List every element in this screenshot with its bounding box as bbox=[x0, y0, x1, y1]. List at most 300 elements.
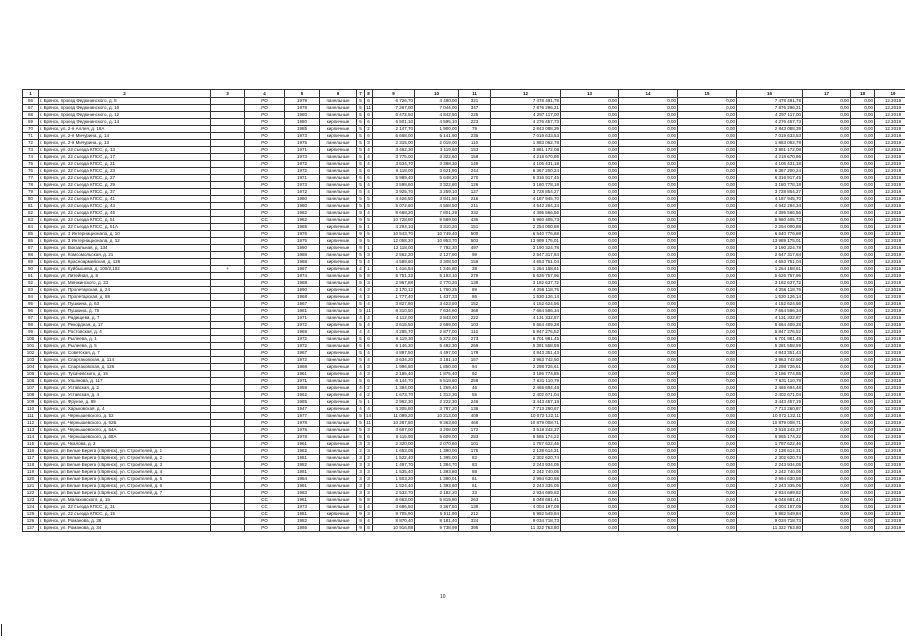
table-cell: 0,00 bbox=[803, 371, 851, 378]
table-row bbox=[23, 448, 905, 455]
table-cell: РО bbox=[245, 161, 285, 168]
table-cell: 67 bbox=[23, 105, 39, 112]
table-cell: 9 589,00 bbox=[415, 217, 459, 224]
table-cell: 12.2019 bbox=[875, 147, 905, 154]
table-cell: 1947 bbox=[285, 406, 320, 413]
table-cell: 3 190 324,78 bbox=[491, 245, 561, 252]
table-cell: 1972 bbox=[285, 168, 320, 175]
table-cell: 1988 bbox=[285, 252, 320, 259]
table-cell: 5 bbox=[365, 525, 373, 532]
table-row bbox=[23, 343, 905, 350]
table-cell: 0,00 bbox=[803, 420, 851, 427]
table-cell: 0,00 bbox=[561, 476, 619, 483]
table-cell: 0,00 bbox=[803, 189, 851, 196]
table-cell: кирпичные bbox=[320, 385, 357, 392]
table-cell: г. Брянск, ул. 22 съезда КПСС, д. 15 bbox=[39, 511, 211, 518]
table-cell: 0,00 bbox=[561, 511, 619, 518]
table-cell: 0,00 bbox=[803, 273, 851, 280]
table-cell: 2 298 726,61 bbox=[737, 364, 803, 371]
table-cell: 0,00 bbox=[619, 322, 678, 329]
table-cell: 8 181,40 bbox=[415, 518, 459, 525]
table-cell: 82 bbox=[23, 210, 39, 217]
table-cell bbox=[211, 154, 245, 161]
table-cell: 0,00 bbox=[851, 196, 875, 203]
table-cell bbox=[211, 168, 245, 175]
table-cell: г. Брянск, ул. Уставская, д. 4 bbox=[39, 392, 211, 399]
table-cell: г. Брянск, ул. Пушкина, д. 75 bbox=[39, 308, 211, 315]
table-cell: 2 877,00 bbox=[415, 329, 459, 336]
table-cell: 3 bbox=[365, 455, 373, 462]
table-cell: г. Брянск, ул. Чернышевского, д. 52Б bbox=[39, 420, 211, 427]
table-cell: 3 607,00 bbox=[373, 427, 415, 434]
table-cell: 1 850,00 bbox=[415, 364, 459, 371]
table-cell: 1 875,40 bbox=[415, 371, 459, 378]
table-cell: 0,00 bbox=[803, 427, 851, 434]
column-header: 14 bbox=[619, 90, 678, 98]
table-cell: 7 876 296,21 bbox=[737, 105, 803, 112]
table-cell: 0,00 bbox=[678, 266, 737, 273]
table-cell: 3 186 774,85 bbox=[737, 371, 803, 378]
table-cell: 113 bbox=[23, 427, 39, 434]
table-cell: 92 bbox=[459, 371, 491, 378]
table-cell bbox=[211, 427, 245, 434]
table-cell: 0,00 bbox=[803, 182, 851, 189]
table-cell: 4 276 457,73 bbox=[491, 119, 561, 126]
table-cell: 1972 bbox=[285, 161, 320, 168]
table-cell: 3 bbox=[357, 469, 365, 476]
table-cell: г. Брянск, ул. Красноармейская, д. 126 bbox=[39, 259, 211, 266]
table-row bbox=[23, 511, 905, 518]
table-cell: 3 728 854,27 bbox=[491, 189, 561, 196]
table-cell: 3 259,10 bbox=[415, 189, 459, 196]
table-cell bbox=[211, 119, 245, 126]
table-cell: 0,00 bbox=[851, 525, 875, 532]
table-cell bbox=[211, 105, 245, 112]
table-cell: 3 388,30 bbox=[415, 161, 459, 168]
table-cell: 4 bbox=[357, 406, 365, 413]
table-cell: 2 bbox=[365, 126, 373, 133]
table-cell: 5 bbox=[357, 182, 365, 189]
table-cell: 258 bbox=[459, 378, 491, 385]
table-cell: 72 bbox=[23, 140, 39, 147]
table-cell: панельные bbox=[320, 455, 357, 462]
table-cell: 1972 bbox=[285, 357, 320, 364]
table-cell: 151 bbox=[459, 224, 491, 231]
table-cell: 321 bbox=[459, 98, 491, 105]
table-cell: 114 bbox=[23, 434, 39, 441]
table-cell: 0,00 bbox=[678, 175, 737, 182]
table-cell: 2 243 934,05 bbox=[491, 462, 561, 469]
table-cell: РО bbox=[245, 392, 285, 399]
table-cell bbox=[211, 280, 245, 287]
table-cell: 1 883 062,78 bbox=[737, 140, 803, 147]
table-cell bbox=[211, 476, 245, 483]
table-cell: 5 bbox=[365, 203, 373, 210]
table-cell: 2 302 620,74 bbox=[737, 455, 803, 462]
table-cell: 99 bbox=[23, 329, 39, 336]
table-cell: г. Брянск, ул. 2-я Аллея, д. 18А bbox=[39, 126, 211, 133]
table-cell: 0,00 bbox=[851, 448, 875, 455]
table-cell: 0,00 bbox=[851, 119, 875, 126]
table-cell bbox=[211, 133, 245, 140]
table-row bbox=[23, 154, 905, 161]
table-cell: 3 186 774,85 bbox=[491, 371, 561, 378]
table-cell: 125 bbox=[23, 511, 39, 518]
table-cell: 0,00 bbox=[851, 203, 875, 210]
table-cell: 1979 bbox=[285, 98, 320, 105]
table-cell: 0,00 bbox=[561, 126, 619, 133]
table-cell: 0,00 bbox=[561, 385, 619, 392]
table-cell: 0,00 bbox=[851, 322, 875, 329]
table-cell: 9 bbox=[357, 525, 365, 532]
table-cell: 12.2019 bbox=[875, 385, 905, 392]
table-cell: 0,00 bbox=[803, 462, 851, 469]
table-cell: 5 bbox=[357, 350, 365, 357]
table-cell: 466 bbox=[459, 420, 491, 427]
table-cell: 101 bbox=[23, 343, 39, 350]
table-cell: 0,00 bbox=[678, 133, 737, 140]
table-cell: 0,00 bbox=[851, 497, 875, 504]
table-cell: г. Брянск, ул. Рылеева, д. 5 bbox=[39, 343, 211, 350]
table-cell: 111 bbox=[23, 413, 39, 420]
table-cell: 0,00 bbox=[561, 189, 619, 196]
table-cell: 70 bbox=[23, 126, 39, 133]
table-cell: 123 bbox=[23, 497, 39, 504]
table-cell: 5 bbox=[357, 133, 365, 140]
table-cell: 3 bbox=[357, 455, 365, 462]
table-cell: 0,00 bbox=[678, 203, 737, 210]
table-cell: 0,00 bbox=[678, 105, 737, 112]
table-cell: 4 bbox=[365, 259, 373, 266]
table-cell: РО bbox=[245, 518, 285, 525]
table-cell: 6 bbox=[365, 168, 373, 175]
table-cell: 0,00 bbox=[561, 308, 619, 315]
table-cell: кирпичные bbox=[320, 399, 357, 406]
table-cell: 96 bbox=[23, 308, 39, 315]
table-cell: г. Брянск, ул. Пролетарская, д. 58 bbox=[39, 294, 211, 301]
table-row bbox=[23, 385, 905, 392]
table-cell: 9 bbox=[357, 518, 365, 525]
table-cell: 0,00 bbox=[851, 511, 875, 518]
table-cell bbox=[211, 189, 245, 196]
table-cell: 4 395 566,56 bbox=[737, 210, 803, 217]
table-cell: 0,00 bbox=[561, 504, 619, 511]
table-cell: 0,00 bbox=[678, 252, 737, 259]
table-cell: г. Брянск, ул. 22 съезда КПСС, д. 37 bbox=[39, 189, 211, 196]
table-cell: 1 883 062,78 bbox=[491, 140, 561, 147]
table-row bbox=[23, 161, 905, 168]
table-cell: панельные bbox=[320, 308, 357, 315]
table-cell: 4 558,50 bbox=[415, 203, 459, 210]
table-cell: 0,00 bbox=[619, 350, 678, 357]
table-cell: панельные bbox=[320, 343, 357, 350]
table-cell: РО bbox=[245, 231, 285, 238]
table-cell: 3 bbox=[357, 490, 365, 497]
table-cell: 127 bbox=[23, 525, 39, 532]
table-cell: РО bbox=[245, 154, 285, 161]
table-cell: 0,00 bbox=[619, 525, 678, 532]
table-cell bbox=[211, 231, 245, 238]
table-cell: 5 bbox=[357, 105, 365, 112]
table-cell bbox=[211, 308, 245, 315]
table-cell: 4 131 332,87 bbox=[491, 315, 561, 322]
table-cell: РО bbox=[245, 322, 285, 329]
table-cell: 4 843 351,43 bbox=[737, 350, 803, 357]
table-cell: 0,00 bbox=[678, 154, 737, 161]
table-cell: 0,00 bbox=[851, 301, 875, 308]
table-cell: 4 bbox=[357, 392, 365, 399]
table-cell: г. Брянск, ул. 22 съезда КПСС, д. 13 bbox=[39, 147, 211, 154]
table-cell: 3 bbox=[365, 427, 373, 434]
table-cell: 12.2019 bbox=[875, 350, 905, 357]
table-cell: 83 bbox=[23, 217, 39, 224]
table-row bbox=[23, 504, 905, 511]
table-cell: кирпичные bbox=[320, 126, 357, 133]
table-cell: 4 bbox=[365, 154, 373, 161]
table-cell: 0,00 bbox=[803, 245, 851, 252]
table-cell: г. Брянск, рп Белые Берега (г.Брянск), ул. Строителей, д. 3 bbox=[39, 462, 211, 469]
table-cell: кирпичные bbox=[320, 350, 357, 357]
table-cell: 1971 bbox=[285, 147, 320, 154]
table-cell: 4 bbox=[365, 406, 373, 413]
table-cell: РО bbox=[245, 294, 285, 301]
table-cell: 2 254 000,88 bbox=[491, 224, 561, 231]
table-cell: 0,00 bbox=[851, 427, 875, 434]
table-cell: 5 272,00 bbox=[415, 336, 459, 343]
table-cell: 0,00 bbox=[619, 98, 678, 105]
table-cell: г. Брянск, ул. 22 съезда КПСС, д. 27 bbox=[39, 175, 211, 182]
table-cell: 9 bbox=[357, 231, 365, 238]
column-header: 11 bbox=[459, 90, 491, 98]
table-cell: г. Брянск, ул. Чкалова, д. 2 bbox=[39, 441, 211, 448]
table-row bbox=[23, 140, 905, 147]
table-row bbox=[23, 133, 905, 140]
table-cell bbox=[211, 336, 245, 343]
table-cell bbox=[211, 483, 245, 490]
table-cell: 9 bbox=[357, 238, 365, 245]
table-cell: 0,00 bbox=[619, 182, 678, 189]
table-cell bbox=[211, 441, 245, 448]
table-cell: 0,00 bbox=[561, 161, 619, 168]
table-cell: панельные bbox=[320, 476, 357, 483]
column-header: 6 bbox=[320, 90, 357, 98]
table-cell: 0,00 bbox=[803, 210, 851, 217]
table-cell: 0,00 bbox=[561, 217, 619, 224]
table-cell: 3 bbox=[365, 469, 373, 476]
table-cell: 0,00 bbox=[678, 434, 737, 441]
table-cell: 0,00 bbox=[619, 154, 678, 161]
table-cell: 5 960 405,73 bbox=[491, 217, 561, 224]
table-cell: 75 bbox=[23, 161, 39, 168]
table-row bbox=[23, 224, 905, 231]
table-row bbox=[23, 357, 905, 364]
table-cell: 5 bbox=[357, 308, 365, 315]
table-cell: 0,00 bbox=[678, 518, 737, 525]
table-cell: 5 bbox=[357, 336, 365, 343]
table-cell: 0,00 bbox=[851, 420, 875, 427]
table-cell: 1982 bbox=[285, 210, 320, 217]
table-cell: 0,00 bbox=[803, 287, 851, 294]
table-row bbox=[23, 322, 905, 329]
table-cell: 0,00 bbox=[619, 161, 678, 168]
table-cell: 1 246,80 bbox=[415, 266, 459, 273]
table-cell: 4 bbox=[365, 504, 373, 511]
table-cell: 8 668,20 bbox=[373, 210, 415, 217]
table-cell: 8 bbox=[365, 273, 373, 280]
table-cell: панельные bbox=[320, 140, 357, 147]
table-cell: 0,00 bbox=[561, 259, 619, 266]
table-cell: 3 367,50 bbox=[415, 504, 459, 511]
table-cell: 5 626 757,95 bbox=[737, 273, 803, 280]
table-cell: 90 bbox=[23, 266, 39, 273]
table-cell: 6 144,70 bbox=[373, 378, 415, 385]
table-cell: 3 119,60 bbox=[415, 147, 459, 154]
table-cell: 7 019 633,53 bbox=[737, 133, 803, 140]
table-cell: 0,00 bbox=[851, 294, 875, 301]
table-cell: 0,00 bbox=[561, 231, 619, 238]
table-cell: 103 bbox=[459, 322, 491, 329]
table-cell bbox=[211, 525, 245, 532]
table-cell: РО bbox=[245, 490, 285, 497]
table-cell: 12.2019 bbox=[875, 364, 905, 371]
table-cell: 12.2019 bbox=[875, 448, 905, 455]
table-cell: РО bbox=[245, 182, 285, 189]
table-cell: 244 bbox=[459, 168, 491, 175]
table-cell: РО bbox=[245, 420, 285, 427]
table-cell: г. Брянск, ул. Ульянова, д. 117 bbox=[39, 378, 211, 385]
table-cell: 12.2019 bbox=[875, 210, 905, 217]
table-cell: 1986 bbox=[285, 525, 320, 532]
table-cell: 0,00 bbox=[803, 378, 851, 385]
table-cell: 1 bbox=[365, 266, 373, 273]
table-cell: 3 322,60 bbox=[415, 182, 459, 189]
table-cell: 5 519,60 bbox=[415, 378, 459, 385]
table-cell: 2 019,00 bbox=[415, 140, 459, 147]
table-cell: 138 bbox=[459, 280, 491, 287]
table-cell: 12.2019 bbox=[875, 441, 905, 448]
table-cell: 0,00 bbox=[803, 266, 851, 273]
table-cell: 0,00 bbox=[561, 119, 619, 126]
table-cell: 1982 bbox=[285, 518, 320, 525]
table-cell: панельные bbox=[320, 280, 357, 287]
table-cell: 0,00 bbox=[561, 301, 619, 308]
table-cell: РО bbox=[245, 203, 285, 210]
table-cell: 1973 bbox=[285, 504, 320, 511]
table-cell: 0,00 bbox=[678, 448, 737, 455]
table-cell: 0,00 bbox=[678, 427, 737, 434]
table-cell: 1 395,00 bbox=[415, 455, 459, 462]
table-cell: 0,00 bbox=[803, 455, 851, 462]
table-cell: 0,00 bbox=[803, 329, 851, 336]
table-cell: 5 982 549,84 bbox=[491, 511, 561, 518]
table-cell: 0,00 bbox=[851, 147, 875, 154]
table-cell bbox=[211, 357, 245, 364]
table-cell: 12.2019 bbox=[875, 238, 905, 245]
table-cell: 11 322 763,80 bbox=[491, 525, 561, 532]
table-cell: панельные bbox=[320, 168, 357, 175]
table-cell: 87 bbox=[23, 245, 39, 252]
table-cell: г. Брянск, ул. Ростовская, д. 4 bbox=[39, 329, 211, 336]
table-cell: 12.2019 bbox=[875, 266, 905, 273]
table-cell: 0,00 bbox=[561, 266, 619, 273]
table-row bbox=[23, 455, 905, 462]
table-cell: 98 bbox=[459, 252, 491, 259]
table-cell: 0,00 bbox=[619, 126, 678, 133]
table-cell: 9 034 718,73 bbox=[737, 518, 803, 525]
table-cell: 0,00 bbox=[851, 182, 875, 189]
table-cell: г. Брянск, ул. 22 съезда КПСС, д. 21 bbox=[39, 161, 211, 168]
table-cell: 0,00 bbox=[619, 483, 678, 490]
table-cell: 3 423,50 bbox=[415, 301, 459, 308]
table-cell: 0,00 bbox=[851, 378, 875, 385]
table-cell: РО bbox=[245, 133, 285, 140]
table-cell: 0,00 bbox=[678, 273, 737, 280]
table-cell: 6 bbox=[365, 133, 373, 140]
table-cell: 0,00 bbox=[619, 469, 678, 476]
table-cell: 3 775,00 bbox=[373, 154, 415, 161]
table-cell: 4 bbox=[365, 329, 373, 336]
table-cell: 3 322,60 bbox=[415, 154, 459, 161]
table-cell: 152 bbox=[459, 301, 491, 308]
table-cell: 0,00 bbox=[678, 119, 737, 126]
table-cell: 0,00 bbox=[803, 154, 851, 161]
table-cell: 2 bbox=[365, 385, 373, 392]
table-cell: 368 bbox=[459, 308, 491, 315]
table-row bbox=[23, 434, 905, 441]
table-cell: 212 bbox=[459, 511, 491, 518]
table-cell: 0,00 bbox=[851, 518, 875, 525]
table-cell: 1974 bbox=[285, 273, 320, 280]
table-cell: 2 465 694,48 bbox=[491, 385, 561, 392]
table-cell: 0,00 bbox=[678, 406, 737, 413]
table-cell: 6 565 174,22 bbox=[491, 434, 561, 441]
table-cell: 0,00 bbox=[561, 287, 619, 294]
table-cell: 0,00 bbox=[619, 259, 678, 266]
table-row bbox=[23, 259, 905, 266]
table-cell: 7 478 491,78 bbox=[737, 98, 803, 105]
table-cell: 1 787 622,46 bbox=[491, 441, 561, 448]
table-cell: г. Брянск, ул. Комсомольская, д. 21 bbox=[39, 252, 211, 259]
table-cell: 0,00 bbox=[803, 119, 851, 126]
table-cell: 0,00 bbox=[803, 441, 851, 448]
column-header: 18 bbox=[851, 90, 875, 98]
table-cell: 395 bbox=[459, 525, 491, 532]
table-cell: 269 bbox=[459, 343, 491, 350]
table-cell: 0,00 bbox=[678, 168, 737, 175]
table-cell: 102 bbox=[23, 350, 39, 357]
table-cell: 0,00 bbox=[803, 343, 851, 350]
table-cell: РО bbox=[245, 378, 285, 385]
table-cell: 6 316 917,45 bbox=[737, 175, 803, 182]
table-row bbox=[23, 441, 905, 448]
table-row bbox=[23, 168, 905, 175]
table-cell: 3 827,80 bbox=[373, 301, 415, 308]
table-cell: 0,00 bbox=[678, 399, 737, 406]
table-cell: 11 322 763,80 bbox=[737, 525, 803, 532]
table-row bbox=[23, 497, 905, 504]
table-cell: 3 634,70 bbox=[373, 161, 415, 168]
table-cell: 0,00 bbox=[619, 112, 678, 119]
table-cell: 0,00 bbox=[851, 364, 875, 371]
table-cell: 0,00 bbox=[561, 441, 619, 448]
table-cell: 6 668,00 bbox=[373, 133, 415, 140]
table-cell: 4 305,80 bbox=[373, 406, 415, 413]
table-cell: 12.2019 bbox=[875, 301, 905, 308]
table-cell: 3 bbox=[357, 483, 365, 490]
table-cell: 138 bbox=[459, 504, 491, 511]
table-cell: 0,00 bbox=[851, 126, 875, 133]
table-cell: РО bbox=[245, 448, 285, 455]
